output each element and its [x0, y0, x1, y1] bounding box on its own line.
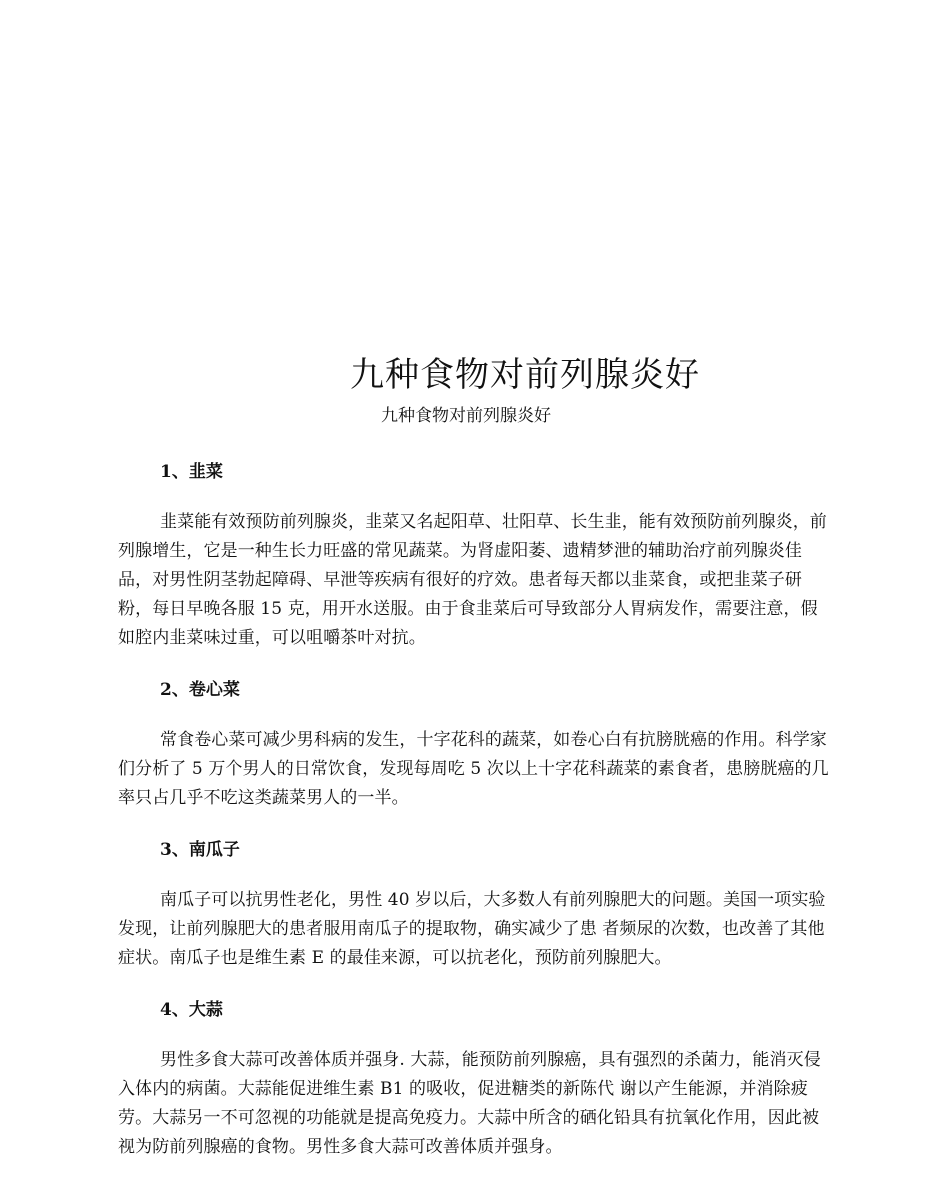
- food-section-cabbage: [118, 676, 832, 813]
- section-body-garlic: 男性多食大蒜可改善体质并强身. 大蒜，能预防前列腺癌，具有强烈的杀菌力，能消灭侵入体内的病菌。大蒜能促进维生素 B1 的吸收，促进糖类的新陈代 谢以产生能源，并消除疲劳。大蒜另一不可忽视的功能就是提高免疫力。大蒜中所含的硒化铅具有抗氧化作用，因此被视为防前列腺癌的食物。男性多食大蒜可改善体质并强身。: [118, 1050, 821, 1157]
- section-heading-cabbage: 2、卷心菜: [160, 680, 240, 700]
- food-section-pumpkin-seeds: [118, 836, 832, 973]
- food-section-leek: [118, 458, 832, 653]
- section-heading-pumpkin-seeds: 3、南瓜子: [160, 840, 240, 860]
- section-body-cabbage: 常食卷心菜可减少男科病的发生，十字花科的蔬菜，如卷心白有抗膀胱癌的作用。科学家们分析了 5 万个男人的日常饮食，发现每周吃 5 次以上十字花科蔬菜的素食者，患膀胱癌的几率只占几乎不吃这类蔬菜男人的一半。: [118, 730, 829, 808]
- food-section-garlic: [118, 996, 832, 1162]
- section-body-pumpkin-seeds: 南瓜子可以抗男性老化，男性 40 岁以后，大多数人有前列腺肥大的问题。美国一项实验发现，让前列腺肥大的患者服用南瓜子的提取物，确实减少了患 者频尿的次数，也改善了其他症状。南瓜子也是维生素 E 的最佳来源，可以抗老化，预防前列腺肥大。: [118, 890, 826, 968]
- section-body-leek: 韭菜能有效预防前列腺炎，韭菜又名起阳草、壮阳草、长生韭，能有效预防前列腺炎，前列腺增生，它是一种生长力旺盛的常见蔬菜。为肾虚阳萎、遗精梦泄的辅助治疗前列腺炎佳品，对男性阴茎勃起障碍、早泄等疾病有很好的疗效。患者每天都以韭菜食，或把韭菜子研粉，每日早晚各服 15 克，用开水送服。由于食韭菜后可导致部分人胃病发作，需要注意，假如腔内韭菜味过重，可以咀嚼茶叶对抗。: [118, 512, 827, 648]
- document-title: 九种食物对前列腺炎好: [350, 355, 700, 395]
- section-heading-garlic: 4、大蒜: [160, 1000, 223, 1020]
- article-content: [118, 458, 832, 1185]
- section-heading-leek: 1、韭菜: [160, 462, 223, 482]
- document-subtitle: 九种食物对前列腺炎好: [381, 406, 551, 426]
